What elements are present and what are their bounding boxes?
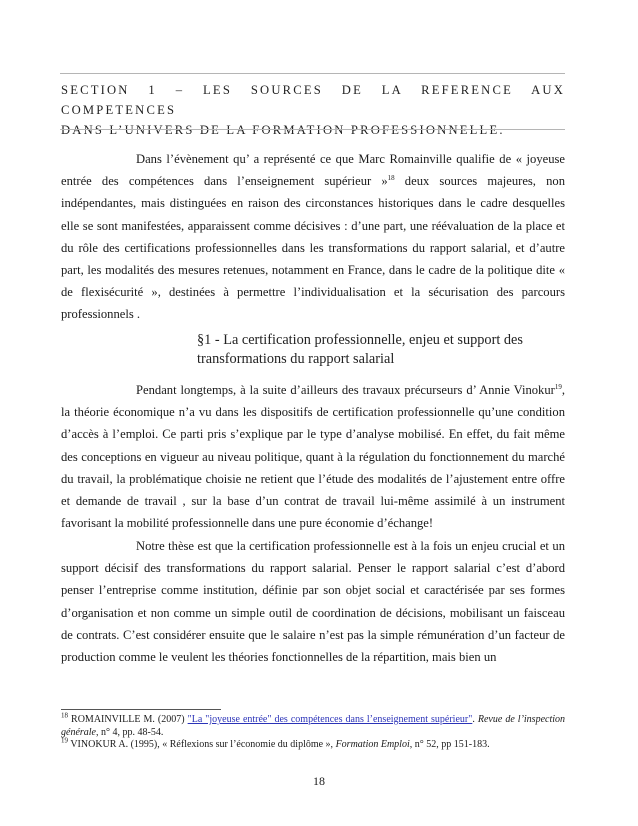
paragraph-vinokur: [61, 379, 565, 534]
footnote-18-journal: Revue de l’inspection générale: [61, 714, 566, 738]
section-bottom-rule: [60, 129, 565, 130]
footnote-18-author: ROMAINVILLE M. (2007): [68, 714, 188, 725]
footnote-19-pages: , n° 52, pp 151-183.: [409, 739, 490, 750]
footnote-ref-19[interactable]: 19: [554, 382, 562, 391]
subsection-heading-line-2: transformations du rapport salarial: [197, 351, 395, 367]
intro-text-1: Dans l’évènement qu’ a représenté ce que Marc Romainville qualifie de « joyeuse entrée des compétences dans l’enseignement supérieur »: [61, 152, 565, 189]
section-title: [61, 80, 565, 140]
paragraph-vinokur-text-1: Pendant longtemps, à la suite d’ailleurs des travaux précurseurs d’ Annie Vinokur: [136, 383, 555, 397]
page-number: 18: [313, 774, 325, 788]
footnotes: [61, 711, 566, 752]
subsection-heading: [197, 331, 557, 369]
footnote-19-author: VINOKUR A. (1995), « Réflexions sur l’économie du diplôme »,: [68, 739, 336, 750]
intro-text-2: deux sources majeures, non indépendantes, mais distinguées en raison des circonstances historiques dans le cadre desquelles elle se sont manifestées, apparaissent comme décisives : d’une part, une réévaluation de la place et du rôle des certifications professionnelles dans les transformations du rapport salarial, et d’autre part, les modalités des mesures retenues, notamment en France, dans le cadre de la politique dite « de flexisécurité », destinées à permettre l’individualisation et la sécurisation des parcours professionnels .: [61, 174, 565, 322]
footnote-separator: [61, 709, 221, 710]
footnote-19-number: 19: [61, 736, 68, 745]
footnote-ref-18[interactable]: 18: [387, 174, 395, 183]
footnote-19: [61, 736, 565, 752]
paragraph-vinokur-text-2: , la théorie économique n’a vu dans les dispositifs de certification professionnelle qu’une condition d’accès à l’emploi. Ce parti pris s’explique par le type d’analyse mobilisé. En effet, du fait même des conceptions en vigueur au niveau politique, quant à la régulation du fonctionnement du marché du travail, la problématique choisie ne retient que l’étude des modalités de l’ajustement entre offre et demande de travail , sur la base d’un contrat de travail lui-même assimilé à un instrument favorisant la mobilité professionnelle dans une pure économie d’échange!: [61, 383, 565, 531]
footnote-18-link[interactable]: "La "joyeuse entrée" des compétences dans l’enseignement supérieur": [187, 714, 473, 725]
top-rule: [60, 73, 565, 74]
intro-paragraph: [61, 148, 565, 326]
section-title-line-2: DANS L’UNIVERS DE LA FORMATION PROFESSIONNELLE.: [61, 123, 505, 137]
footnote-19-journal: Formation Emploi: [335, 739, 410, 750]
subsection-heading-line-1: §1 - La certification professionnelle, enjeu et support des: [197, 332, 523, 348]
paragraph-thesis-text: Notre thèse est que la certification professionnelle est à la fois un enjeu crucial et un support décisif des transformations du rapport salarial. Penser le rapport salarial c’est d’abord penser l’entreprise comme institution, définie par son objet social et caractérisée par ses formes d’organisation et non comme un simple outil de coordination de décisions, mobilisant un faisceau de contrats. C’est considérer ensuite que le salaire n’est pas la simple rémunération d’un facteur de production comme le veulent les théories fonctionnelles de la répartition, mais bien un: [61, 539, 565, 665]
footnote-18: [61, 711, 566, 739]
section-title-line-1: SECTION 1 – LES SOURCES DE LA REFERENCE AUX COMPETENCES: [61, 83, 565, 117]
footnote-18-separator: .: [472, 714, 478, 725]
paragraph-thesis: [61, 535, 565, 668]
footnote-18-number: 18: [61, 711, 68, 720]
footnote-18-pages: , n° 4, pp. 48-54.: [96, 726, 164, 738]
